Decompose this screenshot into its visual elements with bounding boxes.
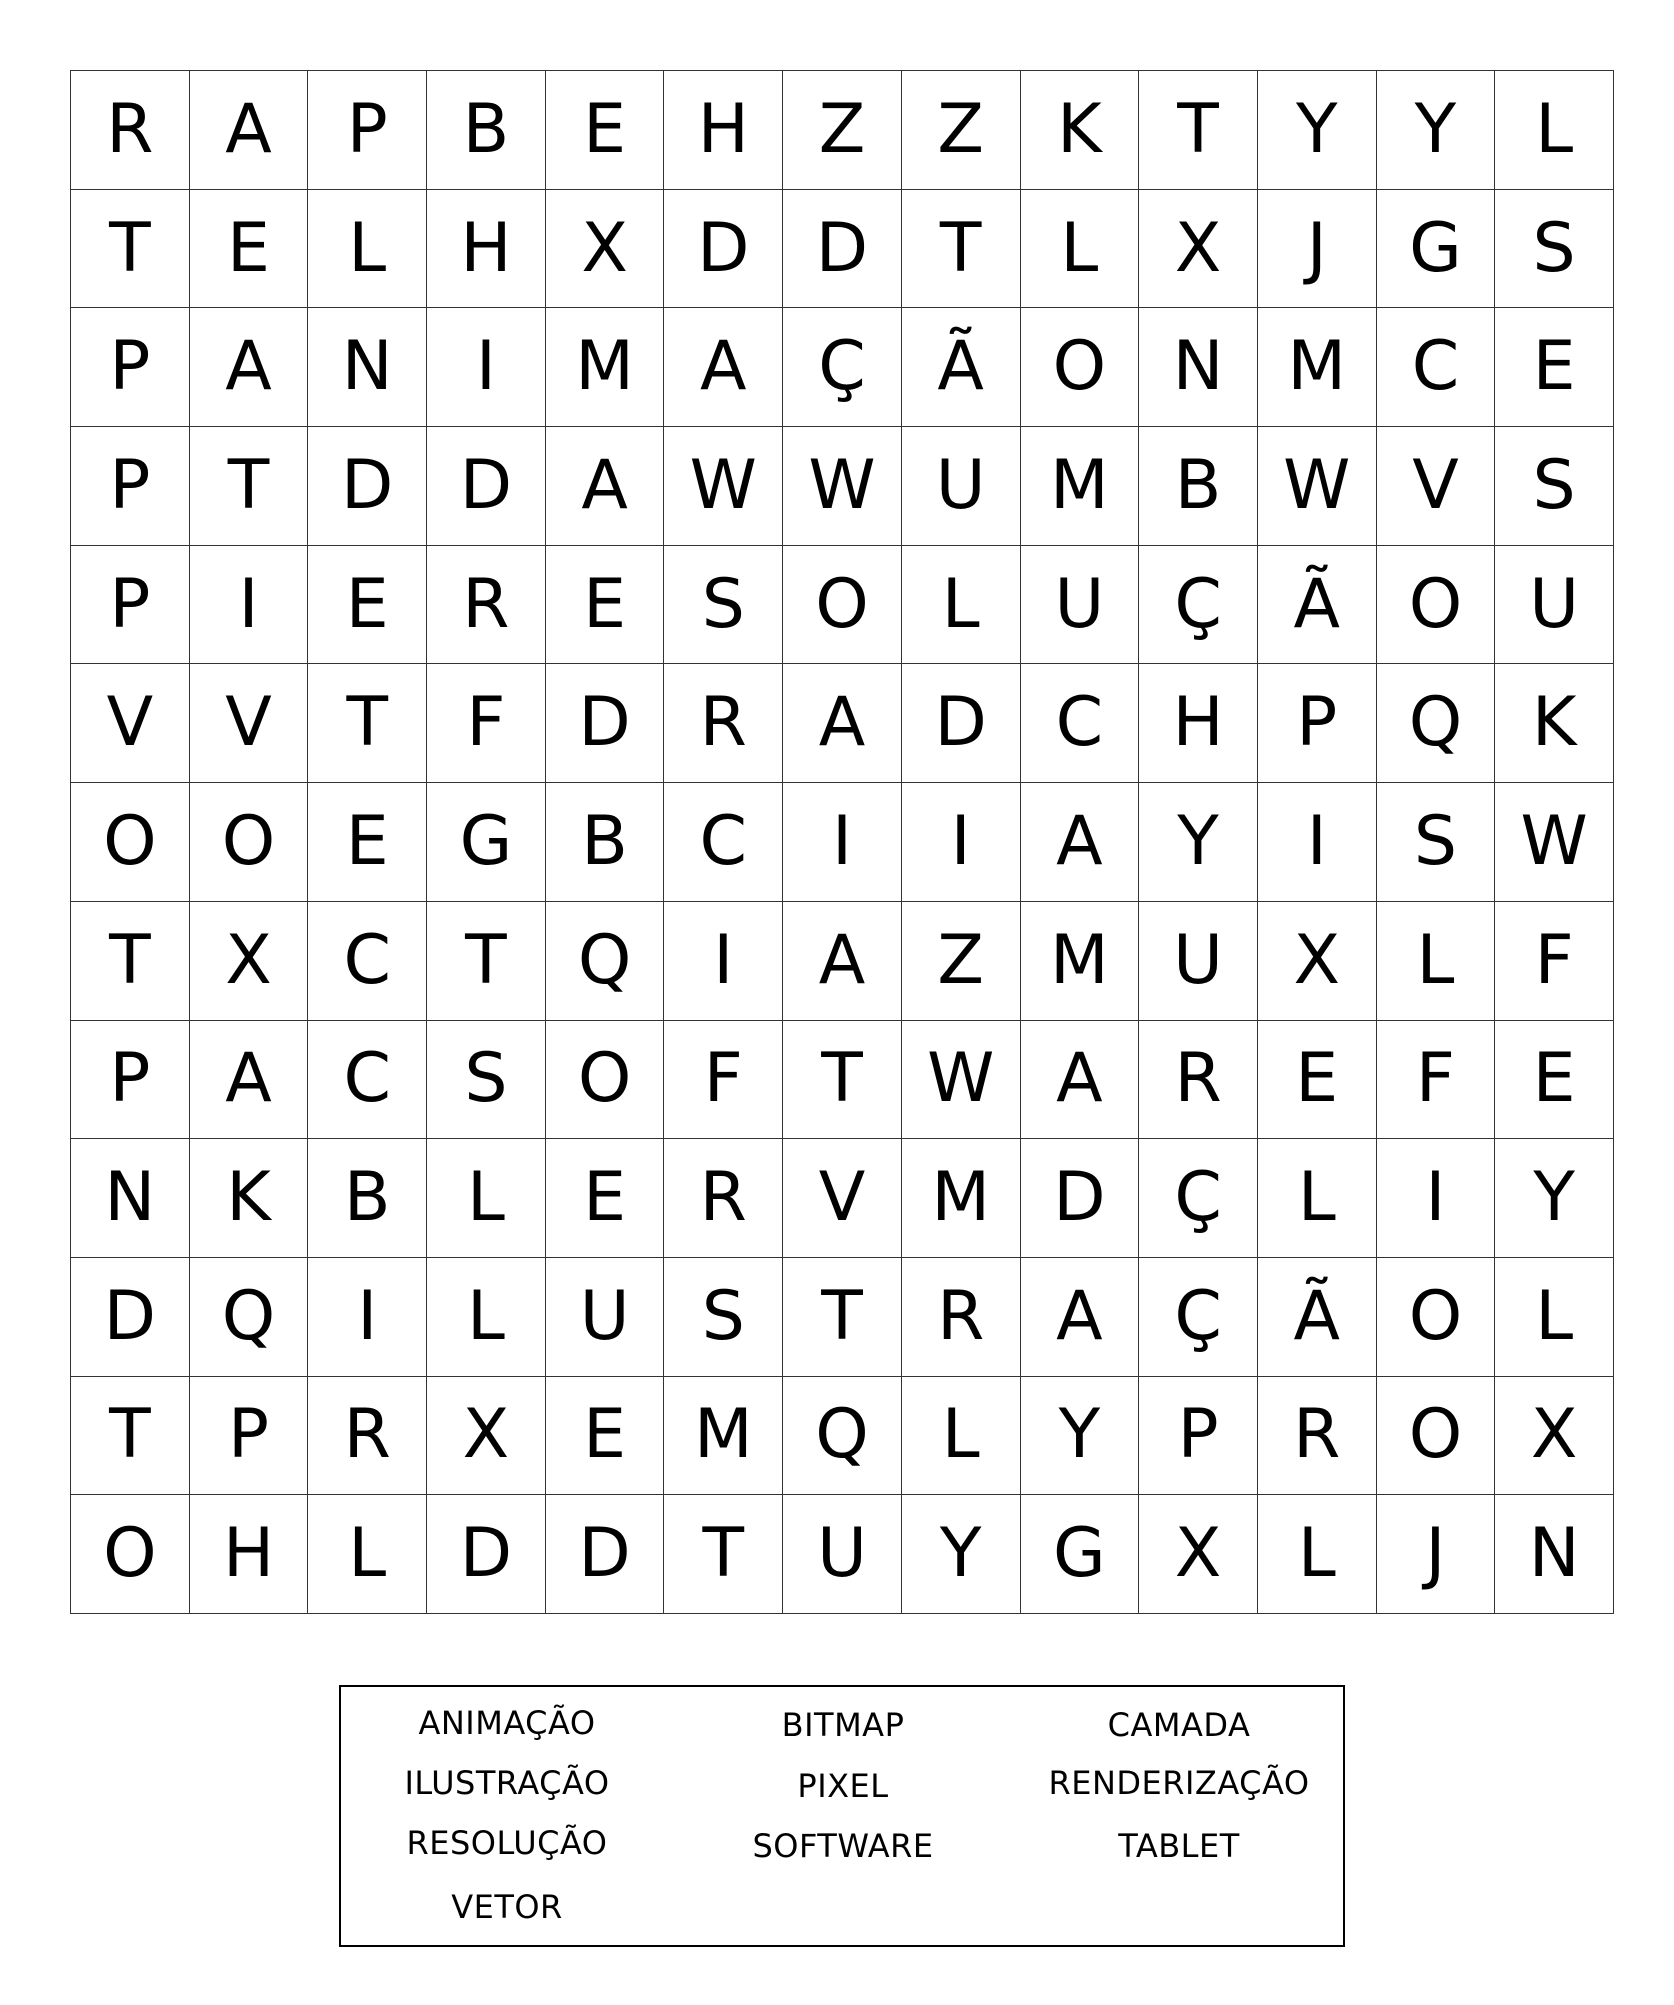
grid-cell[interactable]: M — [1021, 427, 1140, 546]
grid-cell[interactable]: V — [71, 664, 190, 783]
grid-cell[interactable]: U — [783, 1495, 902, 1614]
grid-cell[interactable]: W — [902, 1021, 1021, 1140]
grid-cell[interactable]: Q — [783, 1377, 902, 1496]
grid-cell[interactable]: I — [1377, 1139, 1496, 1258]
grid-cell[interactable]: L — [308, 190, 427, 309]
grid-cell[interactable]: Q — [190, 1258, 309, 1377]
grid-cell[interactable]: Z — [902, 71, 1021, 190]
grid-cell[interactable]: K — [1495, 664, 1614, 783]
grid-cell[interactable]: T — [1139, 71, 1258, 190]
grid-cell[interactable]: Ç — [1139, 546, 1258, 665]
grid-cell[interactable]: D — [783, 190, 902, 309]
grid-cell[interactable]: Y — [1139, 783, 1258, 902]
grid-cell[interactable]: L — [1495, 1258, 1614, 1377]
grid-cell[interactable]: L — [1021, 190, 1140, 309]
grid-cell[interactable]: C — [308, 902, 427, 1021]
grid-cell[interactable]: D — [427, 1495, 546, 1614]
grid-cell[interactable]: F — [1377, 1021, 1496, 1140]
grid-cell[interactable]: O — [71, 783, 190, 902]
grid-cell[interactable]: H — [190, 1495, 309, 1614]
grid-cell[interactable]: E — [308, 783, 427, 902]
grid-cell[interactable]: O — [71, 1495, 190, 1614]
grid-cell[interactable]: B — [546, 783, 665, 902]
grid-cell[interactable]: L — [1377, 902, 1496, 1021]
grid-cell[interactable]: L — [902, 546, 1021, 665]
grid-cell[interactable]: R — [902, 1258, 1021, 1377]
grid-cell[interactable]: R — [1258, 1377, 1377, 1496]
grid-cell[interactable]: T — [902, 190, 1021, 309]
grid-cell[interactable]: X — [190, 902, 309, 1021]
grid-cell[interactable]: F — [664, 1021, 783, 1140]
word-list-item: TABLET — [1118, 1827, 1240, 1865]
grid-cell[interactable]: X — [1258, 902, 1377, 1021]
grid-cell[interactable]: G — [1377, 190, 1496, 309]
grid-cell[interactable]: E — [190, 190, 309, 309]
grid-cell[interactable]: S — [664, 546, 783, 665]
grid-cell[interactable]: S — [1377, 783, 1496, 902]
grid-cell[interactable]: T — [308, 664, 427, 783]
grid-cell[interactable]: K — [190, 1139, 309, 1258]
grid-cell[interactable]: T — [783, 1258, 902, 1377]
grid-cell[interactable]: V — [783, 1139, 902, 1258]
grid-cell[interactable]: T — [71, 190, 190, 309]
grid-cell[interactable]: P — [1258, 664, 1377, 783]
grid-cell[interactable]: O — [1377, 546, 1496, 665]
grid-cell[interactable]: W — [1495, 783, 1614, 902]
grid-cell[interactable]: O — [783, 546, 902, 665]
grid-cell[interactable]: W — [1258, 427, 1377, 546]
grid-cell[interactable]: L — [308, 1495, 427, 1614]
grid-cell[interactable]: P — [71, 427, 190, 546]
grid-cell[interactable]: B — [1139, 427, 1258, 546]
grid-cell[interactable]: T — [427, 902, 546, 1021]
grid-cell[interactable]: C — [1377, 308, 1496, 427]
grid-cell[interactable]: Y — [1258, 71, 1377, 190]
grid-cell[interactable]: D — [664, 190, 783, 309]
grid-cell[interactable]: S — [427, 1021, 546, 1140]
grid-cell[interactable]: Q — [1377, 664, 1496, 783]
grid-cell[interactable]: L — [427, 1258, 546, 1377]
grid-cell[interactable]: E — [1258, 1021, 1377, 1140]
grid-cell[interactable]: T — [190, 427, 309, 546]
grid-cell[interactable]: E — [546, 1377, 665, 1496]
grid-cell[interactable]: L — [1258, 1495, 1377, 1614]
grid-cell[interactable]: M — [902, 1139, 1021, 1258]
word-list-item: SOFTWARE — [752, 1827, 934, 1865]
grid-cell[interactable]: G — [427, 783, 546, 902]
grid-cell[interactable]: T — [71, 902, 190, 1021]
grid-cell[interactable]: A — [1021, 1021, 1140, 1140]
grid-cell[interactable]: D — [427, 427, 546, 546]
grid-cell[interactable]: F — [427, 664, 546, 783]
grid-cell[interactable]: E — [1495, 308, 1614, 427]
grid-cell[interactable]: T — [783, 1021, 902, 1140]
grid-cell[interactable]: E — [308, 546, 427, 665]
grid-cell[interactable]: S — [664, 1258, 783, 1377]
grid-cell[interactable]: S — [1495, 427, 1614, 546]
grid-cell[interactable]: D — [71, 1258, 190, 1377]
grid-cell[interactable]: K — [1021, 71, 1140, 190]
grid-cell[interactable]: B — [427, 71, 546, 190]
grid-cell[interactable]: A — [190, 71, 309, 190]
grid-cell[interactable]: B — [308, 1139, 427, 1258]
grid-cell[interactable]: Q — [546, 902, 665, 1021]
grid-cell[interactable]: I — [1258, 783, 1377, 902]
grid-cell[interactable]: R — [308, 1377, 427, 1496]
grid-cell[interactable]: W — [664, 427, 783, 546]
word-list-item: RESOLUÇÃO — [406, 1824, 608, 1862]
word-list-item: BITMAP — [781, 1706, 905, 1744]
grid-cell[interactable]: Ã — [902, 308, 1021, 427]
grid-cell[interactable]: G — [1021, 1495, 1140, 1614]
grid-cell[interactable]: D — [546, 1495, 665, 1614]
grid-cell[interactable]: Z — [783, 71, 902, 190]
grid-cell[interactable]: U — [1495, 546, 1614, 665]
grid-cell[interactable]: D — [546, 664, 665, 783]
grid-cell[interactable]: N — [71, 1139, 190, 1258]
grid-cell[interactable]: N — [1495, 1495, 1614, 1614]
grid-cell[interactable]: A — [1021, 783, 1140, 902]
grid-cell[interactable]: E — [546, 546, 665, 665]
grid-cell[interactable]: O — [190, 783, 309, 902]
grid-cell[interactable]: E — [546, 71, 665, 190]
grid-cell[interactable]: X — [1495, 1377, 1614, 1496]
grid-cell[interactable]: P — [71, 546, 190, 665]
grid-cell[interactable]: X — [427, 1377, 546, 1496]
grid-cell[interactable]: E — [1495, 1021, 1614, 1140]
grid-cell[interactable]: I — [783, 783, 902, 902]
grid-cell[interactable]: J — [1377, 1495, 1496, 1614]
grid-cell[interactable]: U — [546, 1258, 665, 1377]
grid-cell[interactable]: R — [427, 546, 546, 665]
grid-cell[interactable]: H — [427, 190, 546, 309]
grid-cell[interactable]: Ã — [1258, 546, 1377, 665]
grid-cell[interactable]: I — [190, 546, 309, 665]
grid-cell[interactable]: T — [71, 1377, 190, 1496]
grid-cell[interactable]: U — [1021, 546, 1140, 665]
grid-cell[interactable]: H — [664, 71, 783, 190]
grid-cell[interactable]: T — [664, 1495, 783, 1614]
grid-cell[interactable]: N — [1139, 308, 1258, 427]
grid-cell[interactable]: Ç — [1139, 1258, 1258, 1377]
grid-cell[interactable]: V — [190, 664, 309, 783]
grid-cell[interactable]: A — [783, 664, 902, 783]
grid-cell[interactable]: E — [546, 1139, 665, 1258]
grid-cell[interactable]: O — [1377, 1258, 1496, 1377]
grid-cell[interactable]: C — [664, 783, 783, 902]
word-list-item: PIXEL — [797, 1767, 889, 1805]
grid-cell[interactable]: X — [1139, 190, 1258, 309]
grid-cell[interactable]: R — [71, 71, 190, 190]
grid-cell[interactable]: H — [1139, 664, 1258, 783]
grid-cell[interactable]: U — [902, 427, 1021, 546]
word-list-item: ILUSTRAÇÃO — [404, 1764, 610, 1802]
grid-cell[interactable]: D — [902, 664, 1021, 783]
grid-cell[interactable]: I — [427, 308, 546, 427]
grid-cell[interactable]: Y — [1377, 71, 1496, 190]
grid-cell[interactable]: Ã — [1258, 1258, 1377, 1377]
grid-cell[interactable]: O — [1377, 1377, 1496, 1496]
grid-cell[interactable]: Ç — [1139, 1139, 1258, 1258]
grid-cell[interactable]: P — [308, 71, 427, 190]
grid-cell[interactable]: R — [664, 1139, 783, 1258]
grid-cell[interactable]: L — [1258, 1139, 1377, 1258]
grid-cell[interactable]: D — [308, 427, 427, 546]
grid-cell[interactable]: Y — [902, 1495, 1021, 1614]
grid-cell[interactable]: I — [902, 783, 1021, 902]
grid-cell[interactable]: N — [308, 308, 427, 427]
grid-cell[interactable]: F — [1495, 902, 1614, 1021]
grid-cell[interactable]: C — [308, 1021, 427, 1140]
grid-cell[interactable]: V — [1377, 427, 1496, 546]
grid-cell[interactable]: M — [1021, 902, 1140, 1021]
grid-cell[interactable]: S — [1495, 190, 1614, 309]
grid-cell[interactable]: M — [664, 1377, 783, 1496]
grid-cell[interactable]: C — [1021, 664, 1140, 783]
grid-cell[interactable]: Y — [1495, 1139, 1614, 1258]
grid-cell[interactable]: I — [308, 1258, 427, 1377]
word-list-item: VETOR — [451, 1888, 563, 1926]
word-list-item: CAMADA — [1107, 1706, 1251, 1744]
grid-cell[interactable]: A — [190, 1021, 309, 1140]
grid-cell[interactable]: X — [546, 190, 665, 309]
letter-grid — [70, 70, 1614, 1614]
grid-cell[interactable]: P — [1139, 1377, 1258, 1496]
grid-cell[interactable]: A — [1021, 1258, 1140, 1377]
grid-cell[interactable]: A — [664, 308, 783, 427]
grid-cell[interactable]: X — [1139, 1495, 1258, 1614]
grid-cell[interactable]: J — [1258, 190, 1377, 309]
grid-cell[interactable]: L — [902, 1377, 1021, 1496]
grid-cell[interactable]: P — [71, 308, 190, 427]
grid-cell[interactable]: A — [190, 308, 309, 427]
word-list — [339, 1685, 1345, 1947]
grid-cell[interactable]: Ç — [783, 308, 902, 427]
word-list-item: RENDERIZAÇÃO — [1048, 1764, 1310, 1802]
grid-cell[interactable]: I — [664, 902, 783, 1021]
grid-cell[interactable]: P — [190, 1377, 309, 1496]
grid-cell[interactable]: A — [783, 902, 902, 1021]
word-list-item: ANIMAÇÃO — [418, 1704, 596, 1742]
grid-cell[interactable]: L — [427, 1139, 546, 1258]
grid-cell[interactable]: U — [1139, 902, 1258, 1021]
grid-cell[interactable]: M — [546, 308, 665, 427]
grid-cell[interactable]: O — [1021, 308, 1140, 427]
grid-cell[interactable]: A — [546, 427, 665, 546]
grid-cell[interactable]: P — [71, 1021, 190, 1140]
grid-cell[interactable]: O — [546, 1021, 665, 1140]
grid-cell[interactable]: W — [783, 427, 902, 546]
grid-cell[interactable]: Y — [1021, 1377, 1140, 1496]
grid-cell[interactable]: R — [1139, 1021, 1258, 1140]
grid-cell[interactable]: Z — [902, 902, 1021, 1021]
grid-cell[interactable]: D — [1021, 1139, 1140, 1258]
grid-cell[interactable]: R — [664, 664, 783, 783]
grid-cell[interactable]: L — [1495, 71, 1614, 190]
grid-cell[interactable]: M — [1258, 308, 1377, 427]
